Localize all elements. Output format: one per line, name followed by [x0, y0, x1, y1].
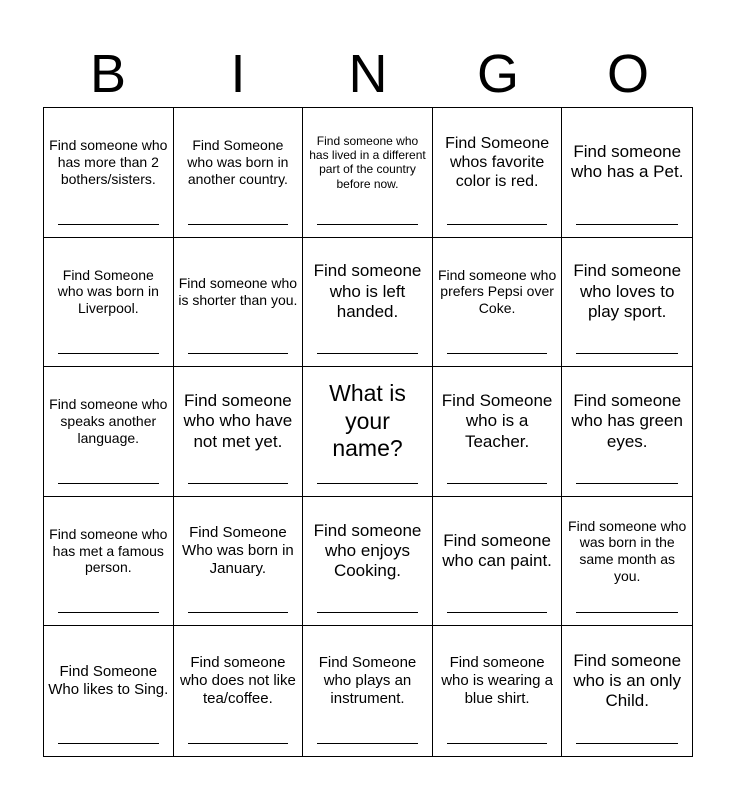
cell-prompt: Find Someone who is a Teacher.: [441, 390, 553, 451]
answer-line[interactable]: [188, 483, 289, 484]
answer-line[interactable]: [58, 224, 159, 225]
bingo-cell[interactable]: [174, 108, 304, 238]
bingo-cell[interactable]: [44, 497, 174, 627]
cell-prompt: Find Someone who plays an instrument.: [318, 654, 417, 708]
cell-prompt: Find someone who has lived in a different part of the country before now.: [309, 133, 426, 191]
bingo-cell[interactable]: [303, 626, 433, 756]
answer-line[interactable]: [317, 224, 418, 225]
answer-line[interactable]: [447, 353, 548, 354]
bingo-header: [43, 44, 693, 104]
bingo-cell[interactable]: [303, 108, 433, 238]
bingo-cell[interactable]: [433, 626, 563, 756]
bingo-cell[interactable]: [303, 367, 433, 497]
cell-prompt: Find someone who loves to play sport.: [573, 261, 682, 322]
answer-line[interactable]: [576, 483, 678, 484]
cell-prompt: Find someone who was born in the same month as you.: [568, 517, 687, 584]
answer-line[interactable]: [576, 224, 678, 225]
cell-prompt: Find someone who speaks another language.: [49, 396, 168, 446]
bingo-cell[interactable]: [44, 238, 174, 368]
answer-line[interactable]: [58, 612, 159, 613]
cell-prompt: Find Someone Who was born in January.: [182, 524, 294, 578]
answer-line[interactable]: [188, 353, 289, 354]
cell-prompt: Find someone who has a Pet.: [570, 141, 684, 182]
bingo-cell[interactable]: [433, 108, 563, 238]
answer-line[interactable]: [317, 483, 418, 484]
answer-line[interactable]: [576, 353, 678, 354]
answer-line[interactable]: [447, 224, 548, 225]
answer-line[interactable]: [447, 612, 548, 613]
answer-line[interactable]: [188, 743, 289, 744]
cell-prompt: Find someone who enjoys Cooking.: [313, 520, 422, 581]
cell-prompt: Find someone who is wearing a blue shirt.: [441, 654, 553, 708]
cell-prompt: Find Someone whos favorite color is red.: [445, 134, 550, 190]
header-letter-n: N: [348, 44, 388, 104]
cell-prompt: Find someone who has green eyes.: [571, 390, 683, 451]
answer-line[interactable]: [447, 743, 548, 744]
bingo-cell[interactable]: [174, 367, 304, 497]
bingo-cell[interactable]: [174, 238, 304, 368]
cell-prompt: Find Someone who was born in Liverpool.: [57, 266, 159, 317]
answer-line[interactable]: [317, 743, 418, 744]
answer-line[interactable]: [188, 224, 289, 225]
bingo-cell[interactable]: [44, 626, 174, 756]
cell-prompt: Find someone who does not like tea/coffee.: [179, 654, 296, 708]
bingo-cell[interactable]: [174, 497, 304, 627]
cell-prompt: Find someone who who have not met yet.: [183, 390, 293, 451]
answer-line[interactable]: [576, 743, 678, 744]
bingo-cell[interactable]: [433, 497, 563, 627]
bingo-cell[interactable]: [303, 238, 433, 368]
bingo-cell[interactable]: [433, 238, 563, 368]
answer-line[interactable]: [317, 353, 418, 354]
cell-prompt: Find Someone who was born in another country.: [187, 137, 289, 187]
header-letter-g: G: [476, 44, 519, 104]
bingo-cell[interactable]: [433, 367, 563, 497]
cell-prompt: Find someone who is an only Child.: [573, 650, 682, 711]
header-letter-o: O: [606, 44, 649, 104]
cell-prompt: Find someone who is left handed.: [313, 261, 422, 322]
answer-line[interactable]: [447, 483, 548, 484]
answer-line[interactable]: [188, 612, 289, 613]
cell-prompt: What is your name?: [329, 380, 406, 462]
answer-line[interactable]: [576, 612, 678, 613]
cell-prompt: Find Someone Who likes to Sing.: [48, 663, 169, 699]
bingo-cell[interactable]: [562, 367, 692, 497]
answer-line[interactable]: [58, 353, 159, 354]
bingo-grid: [43, 107, 693, 757]
cell-prompt: Find someone who can paint.: [442, 530, 552, 571]
header-letter-i: I: [230, 44, 246, 104]
bingo-cell[interactable]: [562, 626, 692, 756]
header-letter-b: B: [89, 44, 127, 104]
bingo-cell[interactable]: [44, 367, 174, 497]
cell-prompt: Find someone who has met a famous person.: [49, 525, 168, 576]
answer-line[interactable]: [58, 743, 159, 744]
cell-prompt: Find someone who has more than 2 bothers/sisters.: [49, 137, 168, 187]
bingo-cell[interactable]: [174, 626, 304, 756]
bingo-cell[interactable]: [562, 497, 692, 627]
bingo-cell[interactable]: [562, 238, 692, 368]
cell-prompt: Find someone who is shorter than you.: [178, 275, 298, 308]
cell-prompt: Find someone who prefers Pepsi over Coke.: [437, 266, 557, 317]
bingo-cell[interactable]: [44, 108, 174, 238]
bingo-cell[interactable]: [303, 497, 433, 627]
bingo-cell[interactable]: [562, 108, 692, 238]
answer-line[interactable]: [58, 483, 159, 484]
answer-line[interactable]: [317, 612, 418, 613]
